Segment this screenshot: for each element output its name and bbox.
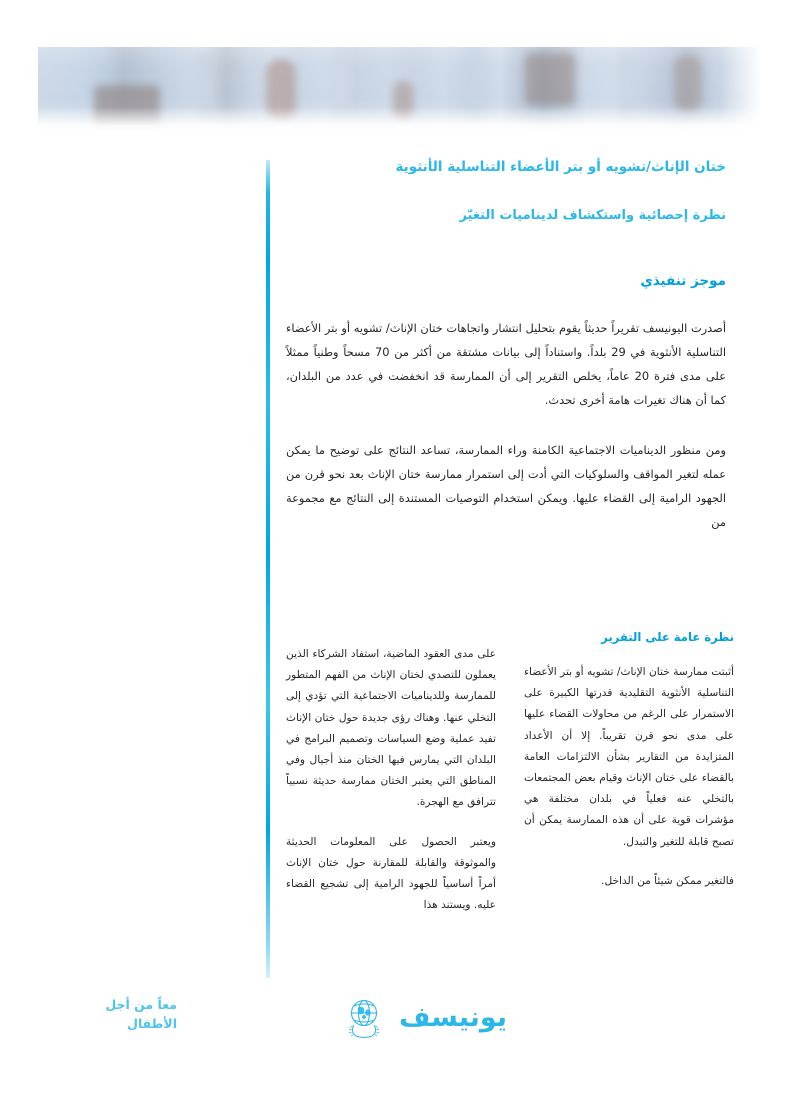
banner-bottom-fade: [38, 107, 760, 133]
banner-right-fade: [720, 47, 760, 133]
document-subtitle: نظرة إحصائية واستكشاف لديناميات التغيّر: [459, 207, 726, 223]
overview-left-column: [286, 630, 496, 934]
tagline-line-1: معاً من أجل: [105, 997, 177, 1012]
report-overview-section: [286, 630, 734, 934]
report-overview-heading: نظرة عامة على التقرير: [601, 630, 734, 644]
cover-text-column: [286, 158, 726, 561]
tagline-line-2: الأطفال: [127, 1015, 177, 1031]
summary-paragraph-2: ومن منظور الديناميات الاجتماعية الكامنة وراء الممارسة، تساعد النتائج على توضيح ما يمكن عمله لتغير المواقف والسلوكيات التي أدت إلى استمرار ممارسة ختان الإناث بعد نحو قرن من الجهود الرامية إلى القضاء عليها. ويمكن استخدام التوصيات المستندة إلى النتائج مع مجموعة من: [286, 442, 726, 529]
overview-right-paragraph-1: أثبتت ممارسة ختان الإناث/ تشويه أو بتر الأعضاء التناسلية الأنثوية التقليدية قدرتها الكبيرة على الاستمرار على الرغم من محاولات القضاء عليها على مدى نحو قرن تقريباً. إلا أن الأعداد المتزايدة من التقارير بشأن الالتزامات العامة بالقضاء على ختان الإناث وقيام بعض المجتمعات بالتخلي عنه فعلياً في بلدان مختلفة هي مؤشرات قوية على أن هذه الممارسة يمكن أن تصبح قابلة للتغير والتبدل.: [524, 666, 734, 848]
unicef-logo: [339, 990, 507, 1040]
executive-summary-heading: موجز تنفيذي: [640, 273, 726, 290]
banner-figure: [525, 53, 575, 105]
overview-left-paragraph-2: ويعتبر الحصول على المعلومات الحديثة والموثوقة والقابلة للمقارنة حول ختان الإناث أمراً أساسياً للجهود الرامية إلى تشجيع القضاء عليه. ويستند هذا: [286, 835, 496, 912]
banner-figure: [674, 55, 702, 111]
header-photo-banner: [38, 47, 760, 133]
unicef-globe-emblem: [339, 990, 389, 1040]
unicef-wordmark: يونيسف: [399, 1001, 507, 1033]
footer-tagline: [57, 996, 177, 1034]
overview-left-paragraph-1: على مدى العقود الماضية، استفاد الشركاء الذين يعملون للتصدي لختان الإناث من الفهم المتطور للممارسة وللديناميات الاجتماعية التي تؤدي إلى التخلي عنها. وهناك رؤى جديدة حول ختان الإناث تفيد عملية وضع السياسات وتصميم البرامج في البلدان التي يمارس فيها الختان منذ أجيال وفي المناطق التي يعتبر الختان ممارسة حديثة نسبياً تترافق مع الهجرة.: [286, 648, 496, 809]
vertical-accent-rule: [266, 160, 270, 978]
document-title: ختان الإناث/تشويه أو بتر الأعضاء التناسلية الأنثوية: [395, 159, 726, 175]
page-footer: [0, 988, 797, 1058]
overview-right-paragraph-2: فالتغير ممكن شيئاً من الداخل.: [601, 874, 734, 887]
overview-right-column: [524, 630, 734, 934]
summary-paragraph-1: أصدرت اليونيسف تقريراً حديثاً يقوم بتحليل انتشار واتجاهات ختان الإناث/ تشويه أو بتر الأعضاء التناسلية الأنثوية في 29 بلداً. واستناداً إلى بيانات مشتقة من أكثر من 70 مسحاً وطنياً ممثلاً على مدى فترة 20 عاماً، يخلص التقرير إلى أن الممارسة قد انخفضت في عدد من البلدان، كما أن هناك تغيرات هامة أخرى تحدث.: [286, 321, 726, 407]
